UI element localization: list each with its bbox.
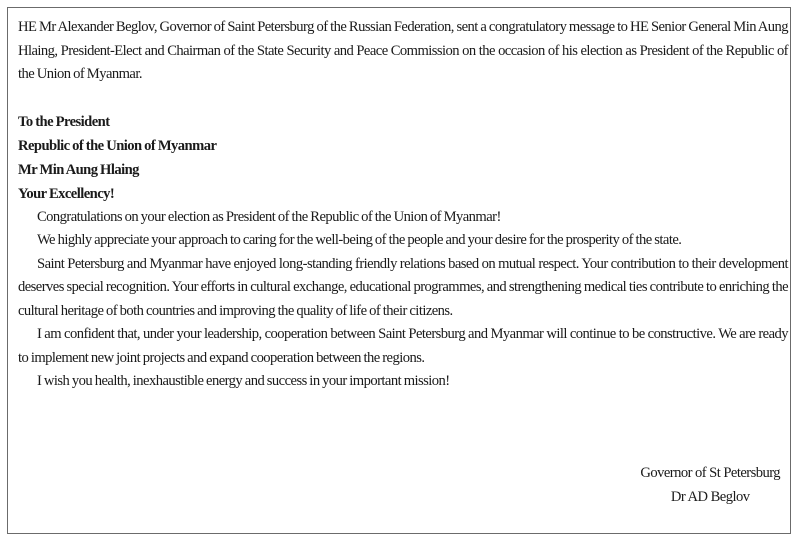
signature-name: Dr AD Beglov — [670, 489, 750, 505]
signature-title: Governor of St Petersburg — [640, 465, 780, 481]
signature-block — [640, 461, 780, 509]
body-paragraph-4: I am confident that, under your leadership, cooperation between Saint Petersburg and Myanmar will continue to be constructive. We are ready to implement new joint projects and expand cooperation between the regions. — [18, 326, 788, 366]
body-paragraph-5: I wish you health, inexhaustible energy and success in your important mission! — [37, 373, 450, 389]
letter-frame — [7, 7, 791, 534]
addressee-block — [18, 110, 788, 206]
body-paragraph-3: Saint Petersburg and Myanmar have enjoyed long-standing friendly relations based on mutual respect. Your contribution to their development deserves special recognition. Your efforts in cultural exchange, educational programmes, and strengthening medical ties contribute to enriching the cultural heritage of both countries and improving the quality of life of their citizens. — [18, 255, 788, 319]
body-paragraph-2: We highly appreciate your approach to caring for the well-being of the people and your desire for the prosperity of the state. — [37, 232, 682, 248]
body-paragraph-1: Congratulations on your election as President of the Republic of the Union of Myanmar! — [37, 208, 501, 225]
addressee-country: Republic of the Union of Myanmar — [18, 137, 217, 154]
salutation: Your Excellency! — [18, 185, 115, 202]
intro-paragraph: HE Mr Alexander Beglov, Governor of Saint Petersburg of the Russian Federation, sent a congratulatory message to HE Senior General Min Aung Hlaing, President-Elect and Chairman of the State Security and Peace Commission on the occasion of his election as President of the Republic of the Union of Myanmar. — [18, 19, 788, 82]
addressee-title: To the President — [18, 113, 110, 130]
letter-document — [18, 16, 788, 394]
addressee-name: Mr Min Aung Hlaing — [18, 161, 139, 178]
